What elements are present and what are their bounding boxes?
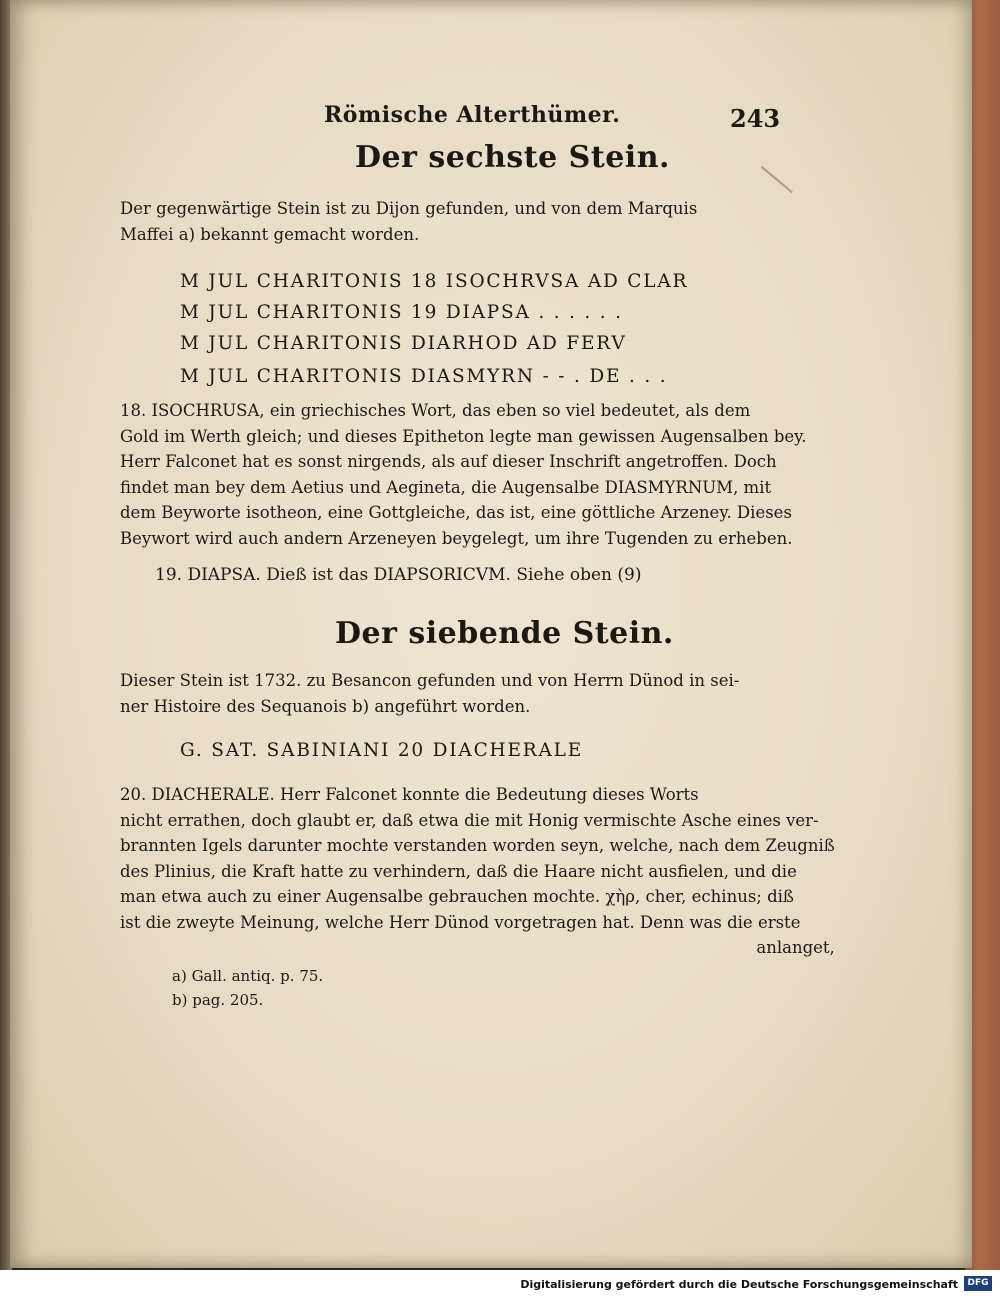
scanned-book-page	[10, 0, 972, 1268]
page-number: 243	[730, 104, 781, 133]
text-line: nicht errathen, doch glaubt er, daß etwa die mit Honig vermischte Asche eines ver-	[120, 810, 819, 830]
text-line: ner Histoire des Sequanois b) angeführt worden.	[120, 696, 531, 716]
digitization-footer	[0, 1270, 1000, 1299]
page-mark	[735, 166, 793, 224]
dfg-logo: DFG	[964, 1276, 992, 1291]
inscription-line: M JUL CHARITONIS DIASMYRN - - . DE . . .	[180, 366, 668, 387]
catchword: anlanget,	[756, 938, 835, 957]
footnote-b: b) pag. 205.	[172, 991, 264, 1009]
text-line: Der gegenwärtige Stein ist zu Dijon gefunden, und von dem Marquis	[120, 199, 698, 218]
note-19	[155, 563, 641, 589]
text-line: findet man bey dem Aetius und Aegineta, die Augensalbe DIASMYRNUM, mit	[120, 477, 772, 497]
text-line: des Plinius, die Kraft hatte zu verhindern, daß die Haare nicht ausfielen, und die	[120, 861, 797, 881]
sixth-stone-intro	[120, 196, 697, 247]
funding-credit: Digitalisierung gefördert durch die Deutsche Forschungsgemeinschaft	[520, 1278, 958, 1291]
inscription-line: M JUL CHARITONIS DIARHOD AD FERV	[180, 333, 627, 354]
text-line: man etwa auch zu einer Augensalbe gebrauchen mochte. χὴρ, cher, echinus; diß	[120, 887, 794, 906]
note-20	[120, 782, 835, 961]
text-line: ist die zweyte Meinung, welche Herr Dünod vorgetragen hat. Denn was die erste	[120, 912, 801, 932]
section-heading-sixth-stone: Der sechste Stein.	[355, 140, 670, 175]
sixth-stone-inscription	[180, 266, 688, 359]
text-line: dem Beyworte isotheon, eine Gottgleiche, das ist, eine göttliche Arzeney. Dieses	[120, 503, 792, 522]
inscription-line: M JUL CHARITONIS 19 DIAPSA . . . . . .	[180, 302, 623, 323]
footnote-a: a) Gall. antiq. p. 75.	[172, 967, 324, 985]
footnotes	[172, 964, 323, 1012]
seventh-stone-inscription: G. SAT. SABINIANI 20 DIACHERALE	[180, 740, 584, 761]
text-line: 19. DIAPSA. Dieß ist das DIAPSORICVM. Siehe oben (9)	[155, 565, 642, 585]
section-heading-seventh-stone: Der siebende Stein.	[335, 616, 674, 651]
text-line: Herr Falconet hat es sonst nirgends, als auf dieser Inschrift angetroffen. Doch	[120, 452, 777, 471]
text-line: Beywort wird auch andern Arzeneyen beygelegt, um ihre Tugenden zu erheben.	[120, 528, 793, 548]
running-head: Römische Alterthümer.	[324, 102, 621, 128]
text-line: Dieser Stein ist 1732. zu Besancon gefunden und von Herrn Dünod in sei-	[120, 671, 740, 690]
text-line: Maffei a) bekannt gemacht worden.	[120, 224, 420, 244]
inscription-line: M JUL CHARITONIS 18 ISOCHRVSA AD CLAR	[180, 271, 689, 292]
seventh-stone-intro	[120, 668, 739, 719]
sixth-stone-inscription-last	[180, 361, 667, 392]
note-18	[120, 398, 807, 551]
text-line: 20. DIACHERALE. Herr Falconet konnte die Bedeutung dieses Worts	[120, 785, 699, 804]
text-line: 18. ISOCHRUSA, ein griechisches Wort, das eben so viel bedeutet, als dem	[120, 401, 751, 420]
text-line: Gold im Werth gleich; und dieses Epitheton legte man gewissen Augensalben bey.	[120, 426, 807, 446]
text-line: brannten Igels darunter mochte verstanden worden seyn, welche, nach dem Zeugniß	[120, 836, 835, 855]
